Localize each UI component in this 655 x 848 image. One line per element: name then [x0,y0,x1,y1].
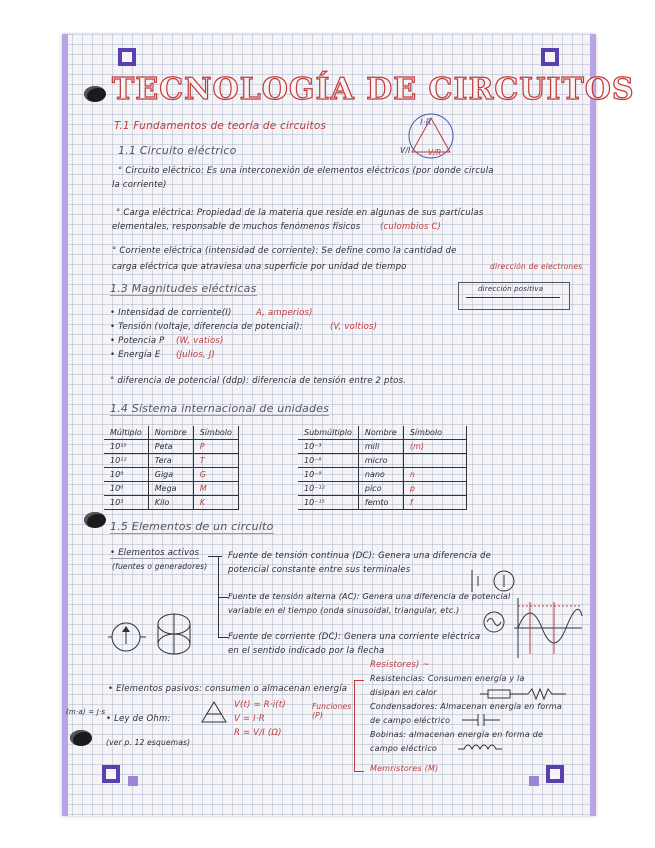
table-cell: K [193,496,238,510]
corner-dot-icon [128,776,138,786]
table-cell: P [193,440,238,454]
table-cell [403,454,466,468]
col-header: Símbolo [403,426,466,440]
submultiples-table [298,426,467,510]
fuente-ac: Fuente de tensión alterna (AC): Genera una diferencia de potencial [228,592,511,601]
page-title: TECNOLOGÍA DE CIRCUITOS [112,72,635,107]
table-cell: 10⁻¹² [298,482,358,496]
section-heading-1-4: 1.4 Sistema internacional de unidades [110,402,330,415]
table-cell: f [403,496,466,510]
table-cell: Peta [148,440,193,454]
ohm-formula-1: V(t) = R·i(t) [234,700,286,710]
table-cell: 10¹⁵ [104,440,148,454]
ac-source-3d-icon [154,606,194,664]
table-row [298,496,466,510]
table-cell: (m) [403,440,466,454]
fuente-dc: Fuente de tensión continua (DC): Genera una diferencia de [228,551,492,561]
table-cell: femto [358,496,403,510]
red-bracket-line [354,680,364,681]
table-row [104,482,238,496]
ley-ohm-label: • Ley de Ohm: [106,714,171,724]
funciones-note: Funciones (P) [312,702,352,720]
magnitude-intensidad: • Intensidad de corriente(I) [110,308,232,318]
current-source-icon [106,610,150,664]
magnitude-tension-unit: (V, voltios) [330,322,378,332]
table-cell: Mega [148,482,193,496]
pasivo-item: Condensadores: Almacenan energía en forma [370,702,562,711]
pasivo-item: Bobinas: almacenan energía en forma de [370,730,544,739]
red-bracket-line [354,771,364,772]
table-header-row [104,426,238,440]
table-cell: micro [358,454,403,468]
table-row [104,496,238,510]
magnitude-intensidad-unit: A, amperios) [256,308,313,318]
right-margin-strip [590,34,596,816]
table-cell: Giga [148,468,193,482]
table-cell: nano [358,468,403,482]
magnitude-potencia: • Potencia P [110,336,165,346]
def-carga: ° Carga eléctrica: Propiedad de la materia que reside en algunas de sus partículas [116,208,484,218]
table-cell: pico [358,482,403,496]
table-row [298,440,466,454]
col-header: Submúltiplo [298,426,358,440]
def-carga-cont: elementales, responsable de muchos fenómenos físicos [112,222,361,232]
table-cell: M [193,482,238,496]
carga-unit: (culombios C) [380,222,442,232]
table-cell: 10⁹ [104,468,148,482]
table-row [298,482,466,496]
corner-marker-icon [102,765,120,783]
left-margin-strip [62,34,68,816]
col-header: Símbolo [193,426,238,440]
table-header-row [298,426,466,440]
def-circuito: ° Circuito eléctrico: Es una interconexión de elementos eléctricos (por donde circula [118,166,494,176]
def-corriente: ° Corriente eléctrica (intensidad de corriente): Se define como la cantidad de [112,246,457,256]
table-cell: 10⁻⁹ [298,468,358,482]
fuente-corriente: Fuente de corriente (DC): Genera una corriente eléctrica [228,632,481,642]
binder-hole-icon [84,86,106,102]
table-cell: n [403,468,466,482]
table-row [298,454,466,468]
binder-hole-icon [84,512,106,528]
table-row [104,468,238,482]
table-cell: G [193,468,238,482]
magnitude-energia: • Energía E [110,350,161,360]
bracket-line [218,637,228,638]
ohm-mini-triangle-icon [200,700,228,724]
activos-label: • Elementos activos [110,548,200,558]
table-cell: 10⁻¹⁵ [298,496,358,510]
ohm-formula-2: V = I·R [234,714,265,724]
pasivo-item: disipan en calor [370,688,437,697]
pasivo-item: campo eléctrico [370,744,438,753]
table-row [104,454,238,468]
dc-source-icon [468,566,518,596]
bracket-line [208,556,222,557]
corner-marker-icon [541,48,559,66]
col-header: Múltiplo [104,426,148,440]
table-cell: T [193,454,238,468]
capacitor-symbol-icon [462,712,502,728]
section-heading-1-3: 1.3 Magnitudes eléctricas [110,282,257,295]
red-bracket-line [354,680,355,772]
table-row [298,468,466,482]
col-header: Nombre [358,426,403,440]
corner-dot-icon [529,776,539,786]
triangle-right: V/R [428,148,442,157]
def-circuito-cont: la corriente) [112,180,167,190]
table-cell: mili [358,440,403,454]
magnitude-energia-unit: (Julios, J) [176,350,215,360]
pasivos-label: • Elementos pasivos: consumen o almacenan energía [108,684,348,694]
triangle-top: I·R [420,118,432,128]
activos-sublabel: (fuentes o generadores) [112,562,208,571]
current-direction-label: dirección positiva [478,285,544,293]
unit-heading: T.1 Fundamentos de teoría de circuitos [114,120,327,132]
section-heading-1-5: 1.5 Elementos de un circuito [110,520,274,533]
multiples-table [104,426,239,510]
ac-source-icon [482,610,506,634]
table-cell: p [403,482,466,496]
binder-hole-icon [70,730,92,746]
fuente-dc-cont: potencial constante entre sus terminales [228,565,411,575]
resistores-heading: Resistores) ~ [370,660,430,670]
bottom-note: (ver p. 12 esquemas) [106,738,191,747]
magnitude-potencia-unit: (W, vatios) [176,336,224,346]
magnitude-tension: • Tensión (voltaje, diferencia de potencial): [110,322,303,332]
ohm-formula-3: R = V/I (Ω) [234,728,282,738]
fuente-ac-cont: variable en el tiempo (onda sinusoidal, triangular, etc.) [228,606,460,615]
waveform-graph-icon [510,596,586,660]
table-cell: 10⁻³ [298,440,358,454]
resistor-symbol-icon [480,686,570,702]
table-cell: 10⁻⁶ [298,454,358,468]
margin-note: (m·a) = J·s [66,708,106,716]
table-cell: 10¹² [104,454,148,468]
fuente-corriente-cont: en el sentido indicado por la flecha [228,646,385,656]
section-heading-1-1: 1.1 Circuito eléctrico [118,144,237,157]
corner-marker-icon [118,48,136,66]
conductor-line [466,297,560,298]
table-cell: Kilo [148,496,193,510]
table-cell: Tera [148,454,193,468]
def-corriente-cont: carga eléctrica que atraviesa una superficie por unidad de tiempo [112,262,407,272]
corner-marker-icon [546,765,564,783]
electron-direction-note: dirección de electrones [490,262,583,271]
inductor-symbol-icon [458,740,502,754]
def-ddp: ° diferencia de potencial (ddp): diferencia de tensión entre 2 ptos. [110,376,407,386]
pasivo-item: Resistencias: Consumen energía y la [370,674,525,683]
table-row [104,440,238,454]
pasivo-item: de campo eléctrico [370,716,451,725]
bracket-line [218,597,228,598]
triangle-left: V/I [400,146,411,155]
table-cell: 10³ [104,496,148,510]
pasivo-item-memristor: Memristores (M) [370,764,439,773]
col-header: Nombre [148,426,193,440]
table-cell: 10⁶ [104,482,148,496]
